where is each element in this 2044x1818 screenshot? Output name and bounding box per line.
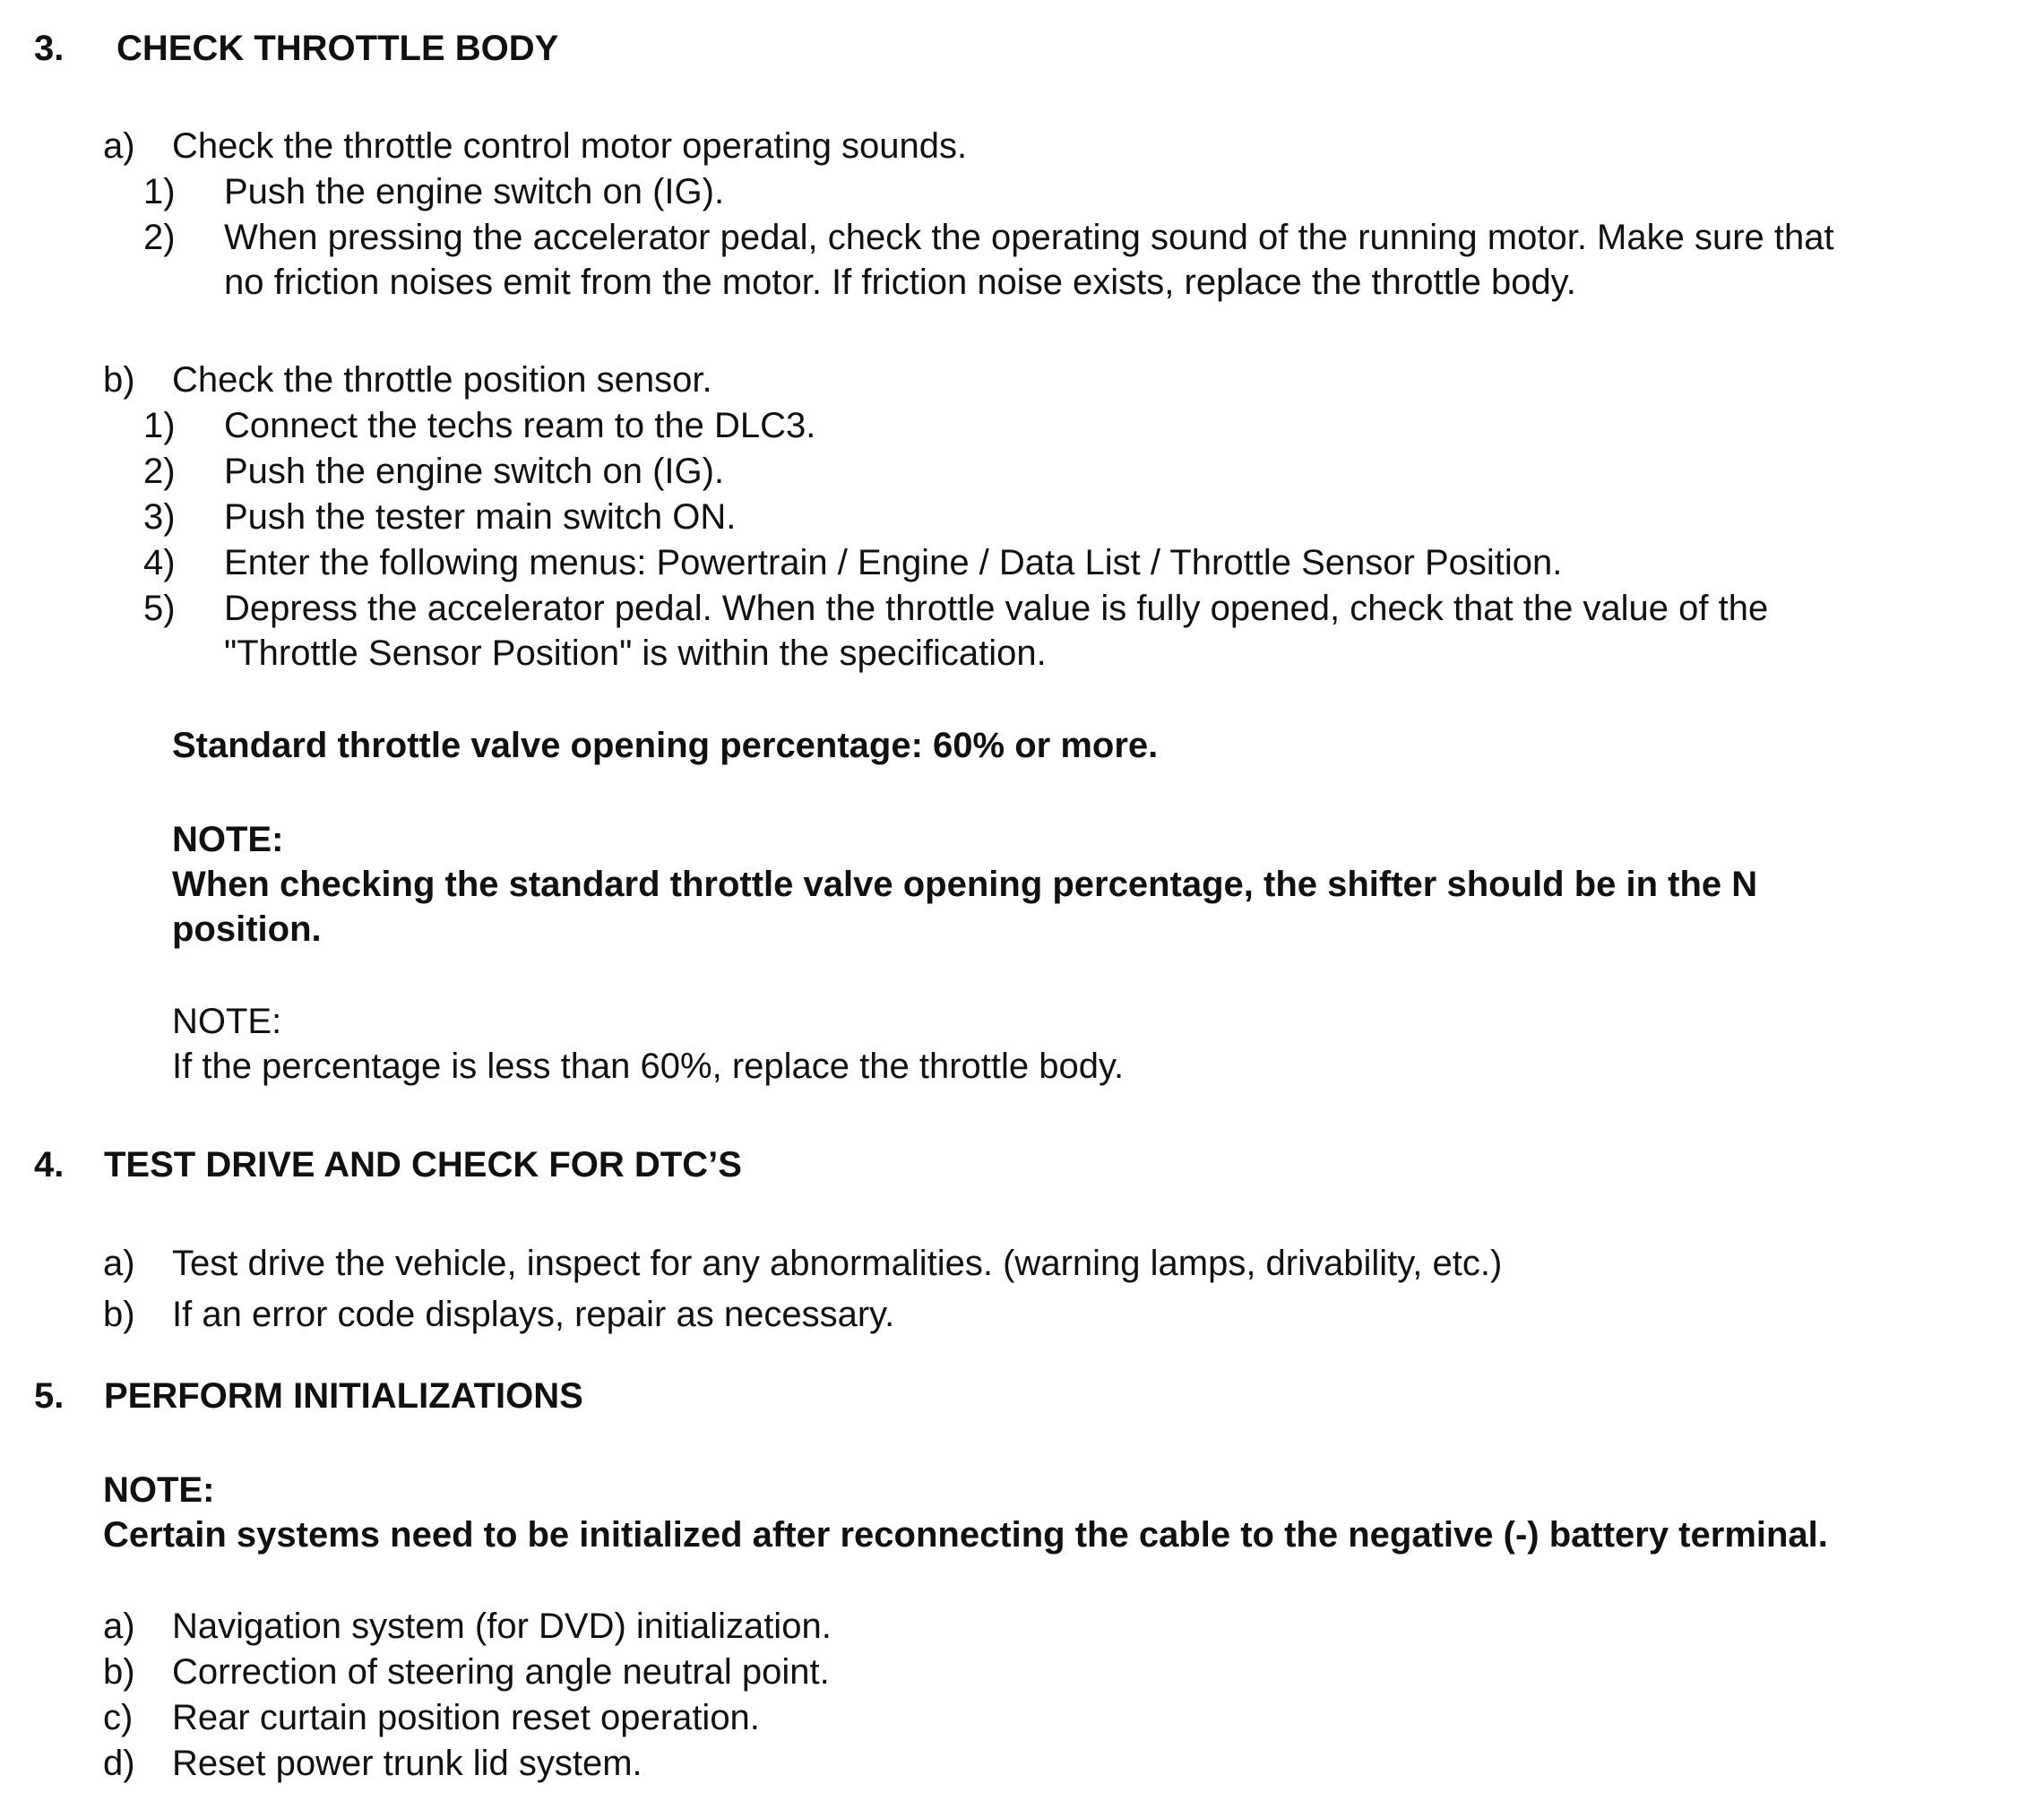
substep-text: When pressing the accelerator pedal, check the operating sound of the running motor. Make sure that (224, 218, 1834, 257)
list-item-text: Test drive the vehicle, inspect for any abnormalities. (warning lamps, drivability, etc.) (172, 1244, 1503, 1283)
section-5-title: PERFORM INITIALIZATIONS (104, 1376, 583, 1416)
substep-text: Enter the following menus: Powertrain / Engine / Data List / Throttle Sensor Position. (224, 543, 1563, 582)
list-item-text: If an error code displays, repair as necessary. (172, 1295, 895, 1334)
substep-text: Push the tester main switch ON. (224, 497, 737, 537)
section-3-title: CHECK THROTTLE BODY (116, 29, 559, 68)
substep-number: 2) (143, 218, 176, 257)
note-text-continued: position. (172, 909, 322, 949)
note-label: NOTE: (172, 820, 284, 859)
substep-number: 2) (143, 452, 176, 491)
list-item-label: d) (103, 1744, 135, 1783)
list-item-text: Rear curtain position reset operation. (172, 1698, 760, 1737)
list-item-text: Correction of steering angle neutral point. (172, 1652, 830, 1692)
list-item-label: a) (103, 1607, 135, 1646)
substep-number: 3) (143, 497, 176, 537)
step-a-label: a) (103, 126, 135, 166)
list-item-label: b) (103, 1652, 135, 1692)
substep-text: Depress the accelerator pedal. When the throttle value is fully opened, check that the value of the (224, 589, 1769, 628)
step-b-label: b) (103, 360, 135, 400)
section-3-number: 3. (34, 29, 65, 68)
substep-text: Push the engine switch on (IG). (224, 452, 725, 491)
substep-text-continued: no friction noises emit from the motor. If friction noise exists, replace the throttle body. (224, 263, 1576, 302)
list-item-label: c) (103, 1698, 134, 1737)
note-label: NOTE: (172, 1002, 282, 1041)
section-4-number: 4. (34, 1145, 65, 1185)
section-4-title: TEST DRIVE AND CHECK FOR DTC’S (104, 1145, 742, 1185)
substep-number: 1) (143, 172, 176, 211)
note-text: If the percentage is less than 60%, replace the throttle body. (172, 1047, 1125, 1086)
substep-number: 4) (143, 543, 176, 582)
standard-specification: Standard throttle valve opening percentage: 60% or more. (172, 726, 1159, 765)
list-item-text: Navigation system (for DVD) initialization. (172, 1607, 832, 1646)
section-5-number: 5. (34, 1376, 65, 1416)
step-a-text: Check the throttle control motor operating sounds. (172, 126, 968, 166)
list-item-label: b) (103, 1295, 135, 1334)
note-text: Certain systems need to be initialized after reconnecting the cable to the negative (-) battery terminal. (103, 1515, 1828, 1555)
substep-number: 5) (143, 589, 176, 628)
substep-text-continued: "Throttle Sensor Position" is within the specification. (224, 633, 1047, 673)
substep-text: Push the engine switch on (IG). (224, 172, 725, 211)
substep-number: 1) (143, 406, 176, 445)
list-item-label: a) (103, 1244, 135, 1283)
step-b-text: Check the throttle position sensor. (172, 360, 712, 400)
substep-text: Connect the techs ream to the DLC3. (224, 406, 816, 445)
note-text: When checking the standard throttle valve opening percentage, the shifter should be in the N (172, 865, 1758, 904)
list-item-text: Reset power trunk lid system. (172, 1744, 643, 1783)
note-label: NOTE: (103, 1470, 215, 1510)
